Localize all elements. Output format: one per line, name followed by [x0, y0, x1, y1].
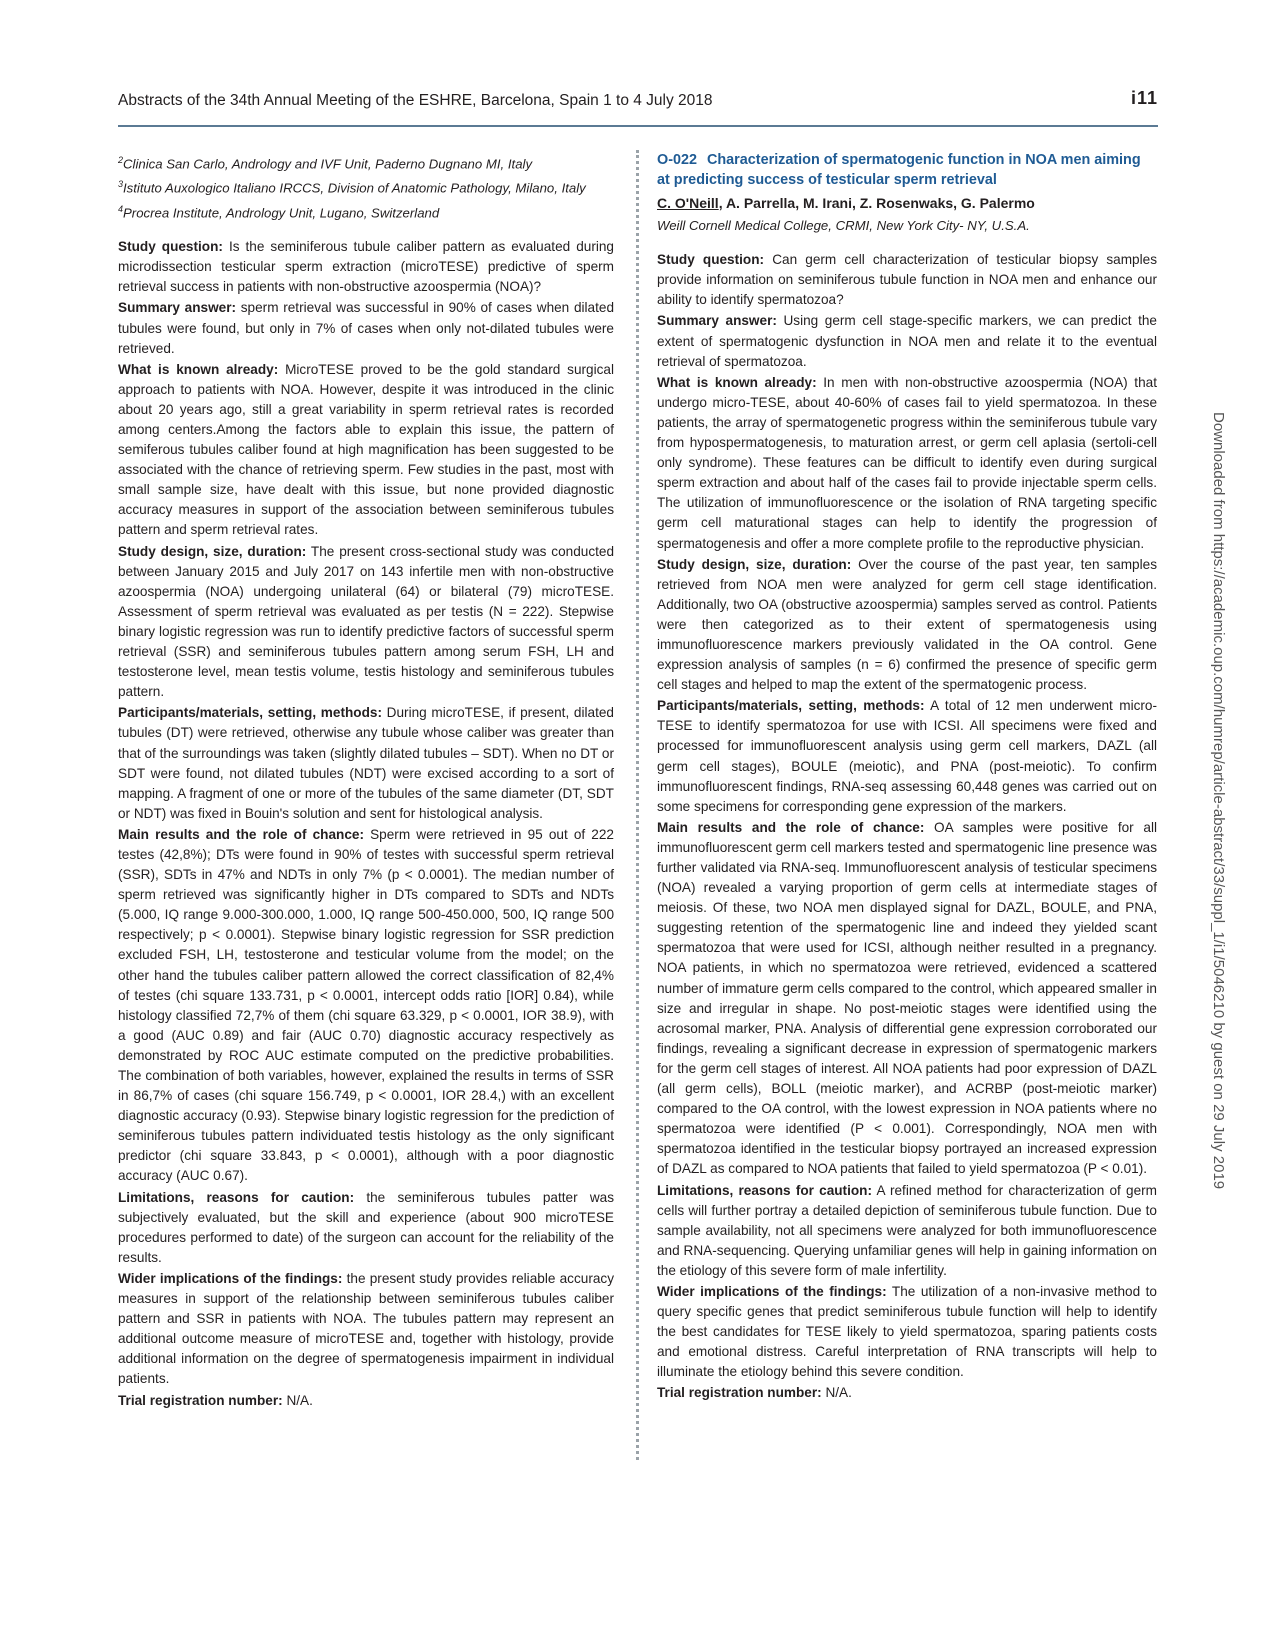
left-known-already: What is known already: MicroTESE proved to be the gold standard surgical approach to patients with NOA. However, despite it was introduced in the clinic about 20 years ago, still a great variability in sperm retrieval rates is recorded among centers.Among the factors able to explain this issue, the pattern of semiferous tubules caliber found at high magnification has been suggested to be associated with the chance of retrieving sperm. Few studies in the past, most with small sample size, have dealt with this issue, but none provided diagnostic accuracy measures in support of the association between seminiferous tubules pattern and sperm retrieval rates.	[118, 361, 614, 538]
right-wider-implications: Wider implications of the findings: The utilization of a non-invasive method to query specific genes that predict seminiferous tubule function will help to identify the best candidates for TESE likely to yield spermatozoa, sparing patients costs and emotional distress. Careful interpretation of RNA transcripts will help to illuminate the etiology behind this severe condition.	[657, 1283, 1157, 1380]
page-number: i11	[1130, 88, 1158, 108]
first-author: C. O'Neill	[657, 195, 719, 211]
left-limitations: Limitations, reasons for caution: the seminiferous tubules patter was subjectively evaluated, but the skill and experience (about 900 microTESE procedures performed to date) of the surgeon can account for the reliability of the results.	[118, 1189, 615, 1265]
left-study-design: Study design, size, duration: The present cross-sectional study was conducted between January 2015 and July 2017 on 143 infertile men with non-obstructive azoospermia (NOA) undergoing unilateral (64) or bilateral (79) microTESE. Assessment of sperm retrieval was evaluated as per testis (N = 222). Stepwise binary logistic regression was run to identify predictive factors of successful sperm retrieval (SSR) and seminiferous tubules pattern among serum FSH, LH and testosterone level, mean testis volume, testis histology and seminiferous tubules pattern.	[118, 543, 615, 700]
running-header	[118, 88, 1158, 128]
right-main-results: Main results and the role of chance: OA samples were positive for all immunofluorescent germ cell markers tested and spermatogenic line presence was further validated via RNA-seq. Immunofluorescent analysis of testicular specimens (NOA) revealed a varying proportion of germ cells at intermediate stages of meiosis. Of these, two NOA men displayed signal for DAZL, BOULE, and PNA, suggesting retention of the spermatogenic line and indeed they yielded scant spermatozoa that were used for ICSI, although neither resulted in a pregnancy. NOA patients, in which no spermatozoa were retrieved, evidenced a scattered number of immature germ cells compared to the control, which appeared smaller in size and irregular in shape. No post-meiotic stages were identified using the acrosomal marker, PNA. Analysis of differential gene expression corroborated our findings, revealing a significant decrease in expression of spermatogenic markers for the germ cell stages of interest. All NOA patients had poor expression of DAZL (all germ cells), BOLL (meiotic marker), and ACRBP (post-meiotic marker) compared to the OA control, with the lowest expression in NOA patients where no spermatozoa were identified (P < 0.001). Correspondingly, NOA men with spermatozoa identified in the testicular biopsy portrayed an increased expression of DAZL as compared to NOA patients that failed to yield spermatozoa (P < 0.01).	[657, 819, 1157, 1177]
download-watermark: Downloaded from https://academic.oup.com/humrep/article-abstract/33/suppl_1/i1/5046210 by guest on 29 July 2019	[1210, 412, 1227, 1190]
journal-line: Abstracts of the 34th Annual Meeting of the ESHRE, Barcelona, Spain 1 to 4 July 2018	[118, 92, 713, 109]
header-rule	[118, 125, 1158, 127]
left-column	[118, 150, 614, 1412]
right-participants-methods: Participants/materials, setting, methods: A total of 12 men underwent micro-TESE to identify spermatozoa for use with ICSI. All specimens were fixed and processed for immunofluorescent analysis using germ cell markers, DAZL (all germ cell stages), BOULE (meiotic), and PNA (post-meiotic). To confirm immunofluorescent findings, RNA-seq assessing 60,448 genes was carried out on some specimens for corresponding gene expression of the markers.	[657, 698, 1158, 814]
right-study-design: Study design, size, duration: Over the course of the past year, ten samples retrieved from NOA men were analyzed for germ cell stage identification. Additionally, two OA (obstructive azoospermia) samples served as control. Patients were then categorized as to their extent of spermatogenesis using immunofluorescence markers previously validated in the OA control. Gene expression analysis of samples (n = 6) confirmed the presence of specific germ cell stages and helped to map the extent of the spermatogenic process.	[657, 556, 1157, 693]
authors	[657, 193, 1157, 213]
left-participants-methods: Participants/materials, setting, methods: During microTESE, if present, dilated tubules (DT) were retrieved, otherwise any tubule whose caliber was greater than that of the surroundings was taken (slightly dilated tubules – SDT). When no DT or SDT were found, not dilated tubules (NDT) were excised according to a sort of mapping. A fragment of one or more of the tubules of the same diameter (DT, SDT or NDT) was fixed in Bouin's solution and sent for histological analysis.	[118, 705, 614, 821]
left-wider-implications: Wider implications of the findings: the present study provides reliable accuracy measures in support of the relationship between seminiferous tubules caliber pattern and SSR in patients with NOA. The tubules pattern may represent an additional outcome measure of microTESE and, together with histology, provide additional information on the degree of spermatogenesis impairment in individual patients.	[118, 1270, 615, 1387]
column-divider	[636, 150, 639, 1460]
abstract-heading	[657, 150, 1157, 190]
left-summary-answer: Summary answer: sperm retrieval was successful in 90% of cases when dilated tubules were found, but only in 7% of cases when only not-dilated tubules were retrieved.	[118, 300, 615, 356]
institution: Weill Cornell Medical College, CRMI, New York City- NY, U.S.A.	[657, 218, 1030, 234]
affiliation-2: $^2$Clinica San Carlo, Andrology and IVF Unit, Paderno Dugnano MI, Italy	[118, 155, 533, 172]
other-authors: , A. Parrella, M. Irani, Z. Rosenwaks, G. Palermo	[718, 195, 1035, 211]
left-trial-registration: Trial registration number: N/A.	[118, 1392, 313, 1408]
right-summary-answer: Summary answer: Using germ cell stage-specific markers, we can predict the extent of spermatogenic dysfunction in NOA men and relate it to the eventual retrieval of spermatozoa.	[657, 313, 1157, 369]
left-study-question: Study question: Is the seminiferous tubule caliber pattern as evaluated during microdissection testicular sperm extraction (microTESE) predictive of sperm retrieval success in patients with non-obstructive azoospermia (NOA)?	[118, 239, 614, 295]
abstract-code: O-022	[657, 152, 697, 168]
affiliation-4: $^4$Procrea Institute, Andrology Unit, Lugano, Switzerland	[118, 203, 440, 221]
affiliations	[118, 150, 614, 223]
left-main-results: Main results and the role of chance: Sperm were retrieved in 95 out of 222 testes (42,8%); DTs were found in 90% of testes with successful sperm retrieval (SSR), SDTs in 47% and NDTs in only 7% (p < 0.0001). The median number of sperm retrieved was significantly higher in DTs compared to SDTs and NDTs (5.000, IQ range 9.000-300.000, 1.000, IQ range 500-450.000, 500, IQ range 500 respectively; p < 0.0001). Stepwise binary logistic regression for SSR prediction excluded FSH, LH, testosterone and testicular volume from the model; on the other hand the tubules caliber pattern allowed the correct classification of 82,4% of testes (chi square 133.731, p < 0.0001, intercept odds ratio [IOR] 0.84), while histology classified 72,7% of them (chi square 63.329, p < 0.0001, IOR 38.9), with a good (AUC 0.89) and fair (AUC 0.70) diagnostic accuracy respectively as demonstrated by ROC AUC estimate computed on the predictive probabilities. The combination of both variables, however, explained the results in terms of SSR in 86,7% of cases (chi square 156.749, p < 0.0001, IOR 28.4,) with an excellent diagnostic accuracy (0.93). Stepwise binary logistic regression for the prediction of seminiferous tubules pattern individuated testis histology as the only significant predictor (chi square 33.843, p < 0.0001), although with a poor diagnostic accuracy (AUC 0.67).	[118, 826, 614, 1184]
abstract-title: Characterization of spermatogenic function in NOA men aiming at predicting success of testicular sperm retrieval	[657, 152, 1141, 188]
right-column	[657, 150, 1157, 1405]
right-trial-registration: Trial registration number: N/A.	[657, 1385, 852, 1401]
affiliation-3: $^3$Istituto Auxologico Italiano IRCCS, Division of Anatomic Pathology, Milano, Italy	[118, 179, 586, 196]
right-known-already: What is known already: In men with non-obstructive azoospermia (NOA) that undergo micro-TESE, about 40-60% of cases fail to yield spermatozoa. In these patients, the array of spermatogenetic progress within the seminiferous tubule vary from hypospermatogenesis, to maturation arrest, or germ cell aplasia (sertoli-cell only syndrome). These features can be difficult to identify even during surgical sperm extraction and about half of the cases fail to provide injectable sperm cells. The utilization of immunofluorescence or the isolation of RNA targeting specific germ cell maturational stages can help to identify the progression of spermatogenesis and offer a more complete profile to the reproductive physician.	[657, 374, 1157, 551]
right-limitations: Limitations, reasons for caution: A refined method for characterization of germ cells will further portray a detailed depiction of seminiferous tubule function. Due to sample availability, not all specimens were analyzed for both immunofluorescence and RNA-sequencing. Querying unfamiliar genes will help in gaining information on the etiology of this severe form of male infertility.	[657, 1182, 1157, 1278]
right-study-question: Study question: Can germ cell characterization of testicular biopsy samples provide information on seminiferous tubule function in NOA men and enhance our ability to identify spermatozoa?	[657, 252, 1157, 308]
